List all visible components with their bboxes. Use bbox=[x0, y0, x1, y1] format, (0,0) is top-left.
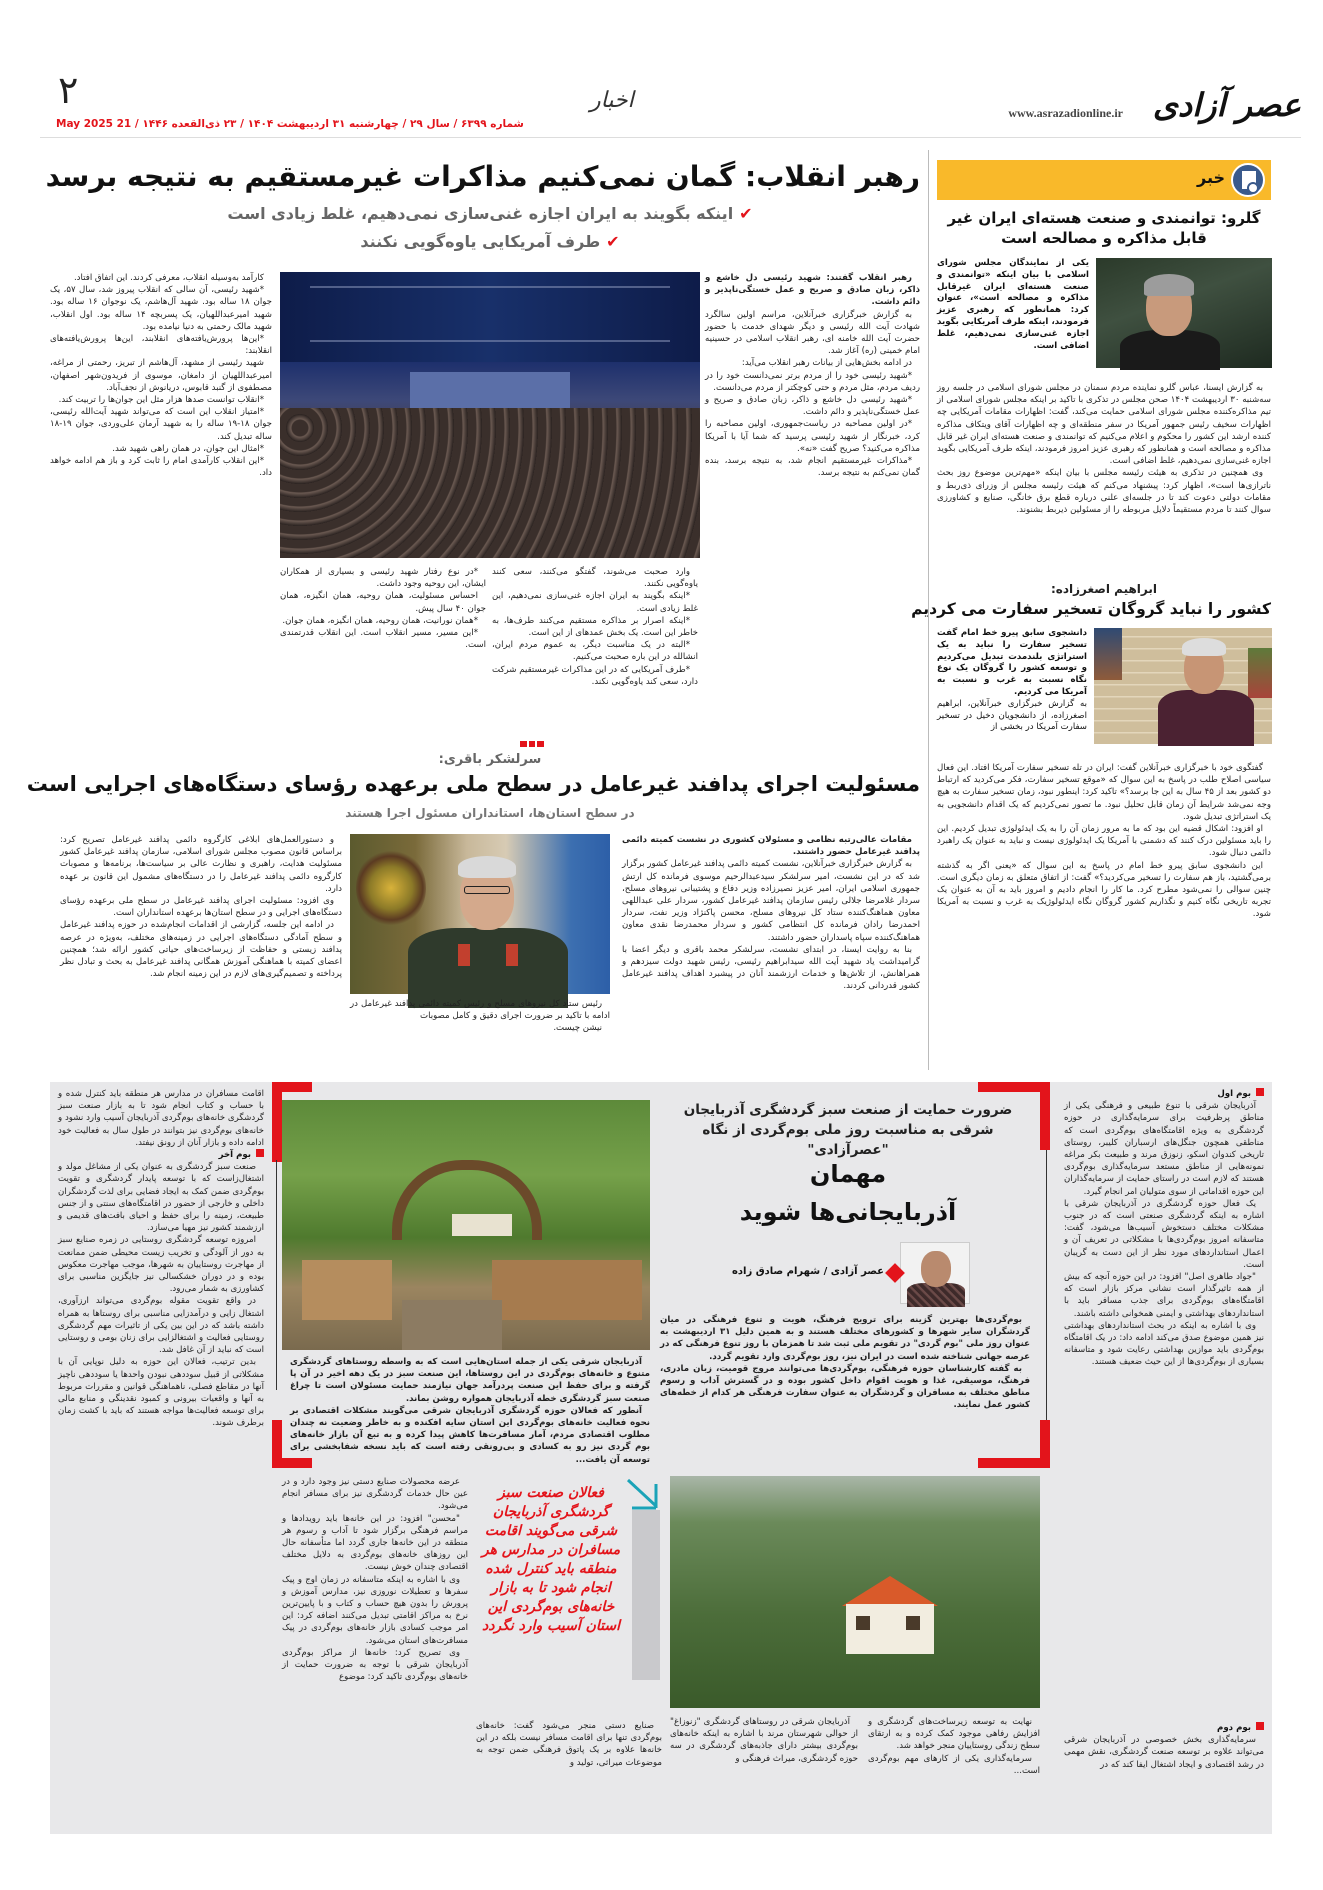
lead-intro: رهبر انقلاب گفتند: شهید رئیسی دل خاشع و ذاکر، زبان صادق و صریح و عمل خستگی‌ناپذیر و دائم داشت. bbox=[705, 273, 920, 308]
pull-quote-bar bbox=[632, 1510, 660, 1680]
paragraph: صنایع دستی منجر می‌شود گفت: خانه‌های بوم‌گردی تنها برای اقامت مسافر نیست بلکه در این خانه‌ها علاوه بر یک پاتوق فرهنگی ضمن توجه به موضوعات میراثی، تولید و bbox=[476, 1721, 662, 1768]
news-headline-1: گلرو: توانمندی و صنعت هسته‌ای ایران غیر قابل مذاکره و مصالحه است bbox=[947, 209, 1261, 247]
lead-column-under-photo-left bbox=[280, 566, 486, 732]
feature-column-left bbox=[58, 1088, 264, 1828]
paragraph: *شهید رئیسی خود را از مردم برتر نمی‌دانست خود را در ردیف مردم، مثل مردم و حتی کوچکتر از مردم می‌دانست. bbox=[705, 370, 920, 393]
paragraph: *اینکه اصرار بر مذاکره مستقیم می‌کنند طرف‌ها، به خاطر این است. یک بخش عمدهای از این است. bbox=[492, 615, 698, 639]
frame-line bbox=[1046, 1150, 1047, 1440]
paragraph: "جواد طاهری اصل" افزود: در این حوزه آنچه که بیش از همه تاثیرگذار است نشانی مرکز بازار است که اقامتگاه‌های بوم‌گردی برای جذب مسافر باید با استانداردهای بهداشتی و ایمنی همخوانی داشته باشند. bbox=[1064, 1272, 1264, 1319]
leader-ceremony-photo bbox=[280, 272, 700, 558]
paragraph: آنطور که فعالان حوزه گردشگری آذربایجان شرقی می‌گویند مشکلات اقتصادی بر نحوه فعالیت خانه‌های بوم‌گردی این استان سایه افکنده و به خاطر وضعیت نه چندان مطلوب اقتصادی مردم، آمار مسافرت‌ها کاهش پیدا کرده و به تبع آن بازار خانه‌های بوم گردی نیز رو به کسادی و بی‌رونقی رفته است که باید نسخه شفابخشی برای توسعه آن یافت... bbox=[290, 1405, 650, 1465]
village-gate-photo bbox=[282, 1100, 650, 1350]
section-title: اخبار bbox=[590, 88, 634, 113]
feature-column-right bbox=[1064, 1088, 1264, 1716]
paragraph: *اینکه بگویند به ایران اجازه غنی‌سازی نمی‌دهیم، این غلط زیادی است. bbox=[492, 591, 698, 614]
section-title: بوم آخر bbox=[218, 1150, 251, 1161]
story2-headline: مسئولیت اجرای پدافند غیرعامل در سطح ملی برعهده رؤسای دستگاه‌های اجرایی است bbox=[26, 772, 920, 796]
section-marker bbox=[58, 1149, 264, 1161]
news-tag-bar bbox=[937, 160, 1271, 200]
paragraph: اقامت مسافران در مدارس هر منطقه باید کنترل شده و با حساب و کتاب انجام شود تا به بازار صنعت سبز گردشگری خانه‌های بوم‌گردی آذربایجان آسیب وارد نشود و خانه‌های بوم‌گردی نیز بتوانند در طول سال به فعالیت خود ادامه داده و بازار آنان از رونق نیفتد. bbox=[58, 1089, 264, 1148]
paragraph: وی با اشاره به اینکه متاسفانه در زمان اوج و پیک سفرها و تعطیلات نوروزی نیز، مدارس آموزش و پرورش را بدون هیچ حساب و کتاب و با پایین‌ترین نرخ به مراکز اقامتی تبدیل می‌کنند اضافه کرد: این امر موجب کسادی بازار خانه‌های بوم‌گردی در پیک مسافرت‌های استان می‌شود. bbox=[282, 1574, 468, 1646]
paragraph: *این مسیر، مسیر انقلاب است. این انقلاب قدرتمندی است. bbox=[280, 628, 486, 651]
paragraph: کارآمد به‌وسیله انقلاب، معرفی کردند. این اتفاق افتاد. bbox=[73, 273, 264, 283]
issue-date-line: شماره ۶۳۹۹ / سال ۲۹ / چهارشنبه ۳۱ اردیبهشت ۱۴۰۴ / ۲۳ ذی‌القعده ۱۴۴۶ / 21 May 2025 bbox=[56, 118, 524, 130]
paragraph: *انقلاب توانست صدها هزار مثل این جوان‌ها را تربیت کند. bbox=[58, 395, 264, 406]
lead-subhead-1 bbox=[60, 204, 920, 223]
red-square-icon bbox=[256, 1149, 264, 1157]
author-byline: عصر آزادی / شهرام صادق زاده bbox=[732, 1266, 884, 1277]
section-marker bbox=[1064, 1088, 1264, 1100]
feature-lower-col-2 bbox=[670, 1716, 858, 1828]
lead-subhead-text: طرف آمریکایی یاوه‌گویی نکنند bbox=[360, 232, 601, 251]
intro-bold: دانشجوی سابق پیرو خط امام گفت تسخیر سفارت را نباید به یک استراتژی بلندمدت تبدیل می‌کردیم و توسعه کشور را گروگان یک نوع نگاه نسبت به غرب و نسبت به آمریکا می کردیم. bbox=[937, 628, 1087, 697]
page-number: ۲ bbox=[58, 68, 79, 112]
paragraph: وارد صحبت می‌شوند، گفتگو می‌کنند، سعی کنند یاوه‌گویی نکنند. bbox=[492, 567, 698, 590]
section-marker bbox=[1064, 1722, 1264, 1734]
paragraph: یک فعال حوزه گردشگری در آذربایجان شرقی با اشاره به اینکه گردشگری صنعتی است که در جنوب مشکلات مختلف دستخوش آسیب‌ها می‌شود، گفت: متاسفانه امروز بوم‌گردی‌ها با مشکلاتی در تعریف آن و اعمال استانداردهای مورد نظر از این دست به گریبان است. bbox=[1064, 1198, 1264, 1270]
paragraph: *این‌ها پرورش‌یافته‌های انقلابند، این‌ها پرورش‌یافته‌های انقلابند: bbox=[50, 334, 272, 357]
section-separator bbox=[520, 741, 544, 747]
news-tag-label: خبر bbox=[1196, 168, 1225, 187]
calligraphy-banner bbox=[280, 272, 700, 362]
paragraph: نهایت به توسعه زیرساخت‌های گردشگری و افزایش رفاهی موجود کمک کرده و به ارتقای سطح زندگی روستاییان منجر خواهد شد. bbox=[868, 1717, 1040, 1752]
caption-text: رئیس ستاد کل نیروهای مسلح و رئیس کمیته دائمی پدافند غیرعامل در ادامه با تاکید بر ضرورت اجرای دقیق و کامل مصوبات bbox=[350, 999, 610, 1022]
lead-column-right bbox=[705, 272, 920, 732]
section-title: بوم اول bbox=[1217, 1089, 1251, 1099]
story2-intro: مقامات عالی‌رتبه نظامی و مسئولان کشوری در نشست کمیته دائمی پدافند غیرعامل حضور داشتند. bbox=[622, 835, 920, 858]
paragraph: در ادامه بخش‌هایی از بیانات رهبر انقلاب می‌آید: bbox=[741, 358, 912, 369]
paragraph: بوم‌گردی‌ها بهترین گزینه برای ترویج فرهنگ، هویت و تنوع فرهنگی در میان گردشگران سایر شهرها و کشورهای مختلف هستند و به همین دلیل ۳۱ اردیبهشت به عنوان روز ملی "بوم گردی" در تقویم ملی ثبت شد تا همزمان با روز تنوع فرهنگی که در عرصه جهانی شناخته شده است در ایران نیز، روز بوم‌گردی وارد تقویم گردد. bbox=[660, 1315, 1030, 1362]
paragraph: و دستورالعمل‌های ابلاغی کارگروه دائمی پدافند غیرعامل تصریح کرد: براساس قانون مصوب مجلس شورای اسلامی، سازمان پدافند غیرعامل کشور مسئولیت هدایت، راهبری و نظارت عالی بر سیاست‌ها، برنامه‌ها و مصوبات کارگروه دائمی پدافند غیرعامل را در دستگاه‌های مشمول این قانون بر عهده دارد. bbox=[60, 835, 342, 894]
check-icon: ✔ bbox=[606, 232, 620, 251]
paragraph: وی با اشاره به اینکه در بحث استانداردهای بهداشتی نیز همین موضوع صدق می‌کند ادامه داد: در یک اقامتگاه بوم‌گردی باید موازین بهداشتی رعایت شود و متاسفانه بسیاری از بوم‌گردی‌ها از این حیث ضعیف هستند. bbox=[1064, 1320, 1264, 1368]
paragraph: در ادامه این جلسه، گزارشی از اقدامات انجام‌شده در حوزه پدافند غیرعامل و سطح آمادگی دستگاه‌های اجرایی در زمینه‌های مختلف، به‌ویژه در عرصه پدافند زیستی و حفاظت از زیرساخت‌های حیاتی کشور ارائه شد؛ همچنین اعضای کمیته با هماهنگی آموزش همگانی پدافند غیرعامل به بحث و تبادل نظر پرداخته و تصمیم‌گیری‌های لازم در این زمینه انجام شد. bbox=[60, 920, 342, 980]
news-body-1 bbox=[937, 382, 1271, 578]
caption-continuation: نیشن چیست. bbox=[553, 1023, 602, 1034]
frame-corner bbox=[1040, 1082, 1050, 1150]
paragraph: وی همچنین در تذکری به هیئت رئیسه مجلس با بیان اینکه «مهم‌ترین موضوع روز بحث ناترازی‌ها است»، اظهار کرد: پیشنهاد می‌کنم که هیئت رئیسه مجلس از وزرای ذی‌ربط و مقامات دولتی دعوت کند تا در جلسه‌ای علنی درباره قطع برق خانگی، صنایع و کشاورزی سوال کنند تا مردم مستقیماً دلایل مربوطه را از مسئولین ذیربط بشنوند. bbox=[937, 468, 1271, 516]
lead-column-left bbox=[50, 272, 272, 732]
lead-subhead-text: اینکه بگویند به ایران اجازه غنی‌سازی نمی‌دهیم، غلط زیادی است bbox=[227, 204, 734, 223]
paragraph: آذربایجان شرقی با تنوع طبیعی و فرهنگی یکی از مناطق پرظرفیت برای سرمایه‌گذاری در حوزه گردشگری به ویژه اقامتگاه‌های بوم‌گردی است که مناطقی همچون جنگل‌های ارسباران کلیبر، روستای تاریخی کندوان اسکو، زنوزق مرند و طبیعت بکر مراغه نمونه‌هایی از مناطق مستعد سرمایه‌گذاری بوم‌گردی هستند که لازم است در راستای حمایت از سرمایه‌گذاران این حوزه اقداماتی از سوی متولیان امر انجام گیرد. bbox=[1064, 1101, 1264, 1197]
news-kicker-2: ابراهیم اصغرزاده: bbox=[1050, 582, 1157, 596]
paragraph: سرمایه‌گذاری یکی از کارهای مهم بوم‌گردی است... bbox=[868, 1753, 1040, 1776]
intro-cont: به گزارش خبرگزاری خبرآنلاین، ابراهیم اصغرزاده، از دانشجویان دخیل در تسخیر سفارت آمریکا در بخشی از bbox=[937, 698, 1087, 733]
paragraph: *این انقلاب کارآمدی امام را ثابت کرد و باز هم ادامه خواهد داد. bbox=[50, 456, 272, 479]
story2-subhead: در سطح استان‌ها، استانداران مسئول اجرا هستند bbox=[345, 806, 635, 820]
frame-corner bbox=[978, 1458, 1050, 1468]
asgharzadeh-photo bbox=[1094, 628, 1272, 744]
frame-line bbox=[276, 1160, 277, 1390]
masthead-divider bbox=[40, 137, 1301, 138]
newspaper-icon bbox=[1231, 163, 1265, 197]
section-title: بوم دوم bbox=[1217, 1723, 1251, 1733]
news-intro-2 bbox=[937, 628, 1087, 758]
paragraph: عرضه محصولات صنایع دستی نیز وجود دارد و در عین حال خدمات گردشگری نیز برای مسافر انجام می‌شود. bbox=[282, 1477, 468, 1512]
paragraph: گفتگوی خود با خبرگزاری خبرآنلاین گفت: ایران در تله تسخیر سفارت آمریکا افتاد. این فعال سیاسی اصلاح طلب در پاسخ به این سوال که «موقع تسخیر سفارت، فکر می‌کردید که ارتباط دو کشور بعد از ۴۵ سال به این جا برسد؟» تاکید کرد: اینطور نبود، زمان تسخیر سفارت به هیچ وجه نمی‌شد شرایط آن زمان قابل تحلیل نبود. ما تصور نمی‌کردیم که یک اقدام دانشجویی به یک استراتژی تبدیل شود. bbox=[937, 763, 1271, 822]
paragraph: "محسن" افزود: در این خانه‌ها باید رویدادها و مراسم فرهنگی برگزار شود تا آداب و رسوم هر منطقه در این خانه‌ها جاری گردد اما متأسفانه حال این روزهای خانه‌های بوم‌گردی به دلایل مختلف اقتصادی چندان خوش نیست. bbox=[282, 1513, 468, 1573]
paragraph: آذربایجان شرقی یکی از جمله استان‌هایی است که به واسطه روستاهای گردشگری متنوع و خانه‌های بوم‌گردی در این روستاها، این صنعت سبز در یک دهه اخیر در آن پا گرفته و برای حفظ این صنعت پردرآمد جهان نیازمند حمایت مسئولان است تا چراغ صنعت سبز گردشگری خطه آذربایجان همواره روشن بماند. bbox=[290, 1357, 650, 1404]
lead-column-under-photo-right bbox=[492, 566, 698, 732]
author-photo bbox=[900, 1242, 970, 1304]
mp-golro-photo bbox=[1096, 258, 1272, 368]
feature-title-line-2: آذربایجانی‌ها شوید bbox=[739, 1198, 957, 1226]
paragraph: بنا به روایت ایسنا، در ابتدای نشست، سرلشکر محمد باقری و دیگر اعضا با گرامیداشت یاد شهید آیت الله سیدابراهیم رئیسی، رئیس شهید دولت سیزدهم و همراهانش، از تلاش‌ها و خدمات ارزشمند آنان در پیشبرد اهداف پدافند غیرعامل کشور قدردانی کردند. bbox=[622, 944, 920, 992]
general-bagheri-photo bbox=[350, 834, 610, 994]
feature-column-right-2 bbox=[1064, 1722, 1264, 1828]
photo-caption bbox=[350, 998, 610, 1070]
paragraph: به گزارش خبرگزاری خبرآنلاین، نشست کمیته دائمی پدافند غیرعامل کشور برگزار شد که در این نشست، امیر سرلشکر سیدعبدالرحیم موسوی فرمانده کل ارتش جمهوری اسلامی ایران، امیر عزیز نصیرزاده وزیر دفاع و پشتیبانی نیروهای مسلح، سردار غلامرضا جلالی رئیس سازمان پدافند غیرعامل کشور، سردار علی عبداللهی معاون هماهنگ‌کننده ستاد کل نیروهای مسلح، محسن پاکنژاد وزیر نفت، سردار احمدرضا رادان فرمانده کل انتظامی کشور و سردار محمدرضا نقدی معاون هماهنگ‌کننده سپاه پاسداران حضور داشتند. bbox=[622, 859, 920, 943]
paragraph: شهید رئیسی از مشهد، آل‌هاشم از تبریز، رحمتی از مراغه، امیرعبداللهیان از دامغان، موسوی از فریدون‌شهر اصفهان، مصطفوی از گنبد قابوس، دریانوش از نجف‌آباد. bbox=[50, 358, 272, 393]
pull-quote: فعالان صنعت سبز گردشگری آذربایجان شرقی می‌گویند اقامت مسافران در مدارس هر منطقه باید کنترل شده انجام شود تا به بازار خانه‌های بوم‌گردی این استان آسیب وارد نگردد bbox=[481, 1485, 621, 1634]
paragraph: سرمایه‌گذاری بخش خصوصی در آذربایجان شرقی می‌تواند علاوه بر توسعه صنعت گردشگری، نقش مهمی در رشد اقتصادی و ایجاد اشتغال ایفا کند که در bbox=[1064, 1735, 1264, 1770]
paragraph: *شهید رئیسی دل خاشع و ذاکر، زبان صادق و صریح و عمل خستگی‌ناپذیر و دائم داشت. bbox=[705, 395, 920, 418]
red-square-icon bbox=[1256, 1722, 1264, 1730]
paragraph: *شهید رئیسی، آن سالی که انقلاب پیروز شد، سال ۵۷، یک جوان ۱۸ ساله بود. شهید آل‌هاشم، یک نوجوان ۱۶ ساله بود. شهید امیرعبداللهیان، یک پسربچه ۱۴ ساله بود. اول انقلاب، شهید مالک رحمتی به دنیا نیامده بود. bbox=[50, 285, 272, 332]
crowd bbox=[280, 408, 700, 558]
paragraph: *همان نورانیت، همان روحیه، همان انگیزه، همان جوان. bbox=[282, 615, 478, 626]
lead-subhead-2 bbox=[60, 232, 920, 251]
paragraph: *مذاکرات غیرمستقیم انجام شد، به نتیجه برسد، بنده گمان نمی‌کنم به نتیجه برسد. bbox=[705, 456, 920, 479]
paragraph: *طرف آمریکایی که در این مذاکرات غیرمستقیم شرکت دارد، سعی کند یاوه‌گویی نکند. bbox=[492, 664, 698, 687]
feature-title-line-1: مهمان bbox=[809, 1160, 887, 1188]
newspaper-logo: عصر آزادی bbox=[1152, 86, 1301, 124]
paragraph: *امثال این جوان، در همان راهی شهید شد. bbox=[112, 443, 264, 454]
red-square-icon bbox=[1256, 1088, 1264, 1096]
story2-kicker: سرلشکر باقری: bbox=[438, 752, 542, 767]
paragraph: وی افزود: مسئولیت اجرای پدافند غیرعامل در سطح ملی برعهده رؤسای دستگاه‌های اجرایی و در سطح استان‌ها برعهده استانداران است. bbox=[60, 896, 342, 919]
paragraph: *در نوع رفتار شهید رئیسی و بسیاری از همکاران ایشان، این روحیه وجود داشت. bbox=[280, 567, 486, 590]
feature-lower-col-3 bbox=[476, 1720, 662, 1828]
paragraph: *امتیاز انقلاب این است که می‌تواند شهید آیت‌الله رئیسی، جوان ۱۸-۱۹ ساله را به شهید آرمان علی‌وردی، جوان ۱۹-۱۸ ساله تبدیل کند. bbox=[50, 407, 272, 442]
feature-lower-col-4 bbox=[282, 1476, 468, 1828]
site-url-link[interactable]: www.asrazadionline.ir bbox=[1008, 106, 1123, 120]
paragraph: بدین ترتیب، فعالان این حوزه به دلیل نوپایی آن با مشکلاتی از قبیل سوددهی نبودن واحدها یا سوددهی ناچیز آنها در مقاطع فصلی، ناهماهنگی قوانین و مقررات مربوط به آنها و واقعیات بیرونی و کمبود نقدینگی و منابع مالی برای توسعه فعالیت‌ها مواجه هستند که باید با کشت زمان برطرف شوند. bbox=[58, 1357, 264, 1429]
paragraph: او افزود: اشکال قضیه این بود که ما به مرور زمان آن را به یک ایدئولوژی تبدیل کردیم. این را باید مسئولین درک کنند که دشمنی با آمریکا یک ایدئولوژی نیست و نباید به عنوان یک راهبرد دائمی دنبال شود. bbox=[937, 824, 1271, 859]
story2-column-left bbox=[60, 834, 342, 1070]
arrow-icon bbox=[626, 1478, 660, 1512]
mountain-house-photo bbox=[670, 1476, 1040, 1708]
paragraph: وی تصریح کرد: خانه‌ها از مراکز بوم‌گردی آذربایجان شرقی با توجه به ضرورت حمایت از خانه‌های بوم‌گردی تاکید کرد: موضوع bbox=[282, 1647, 468, 1683]
check-icon: ✔ bbox=[739, 204, 753, 223]
paragraph: این دانشجوی سابق پیرو خط امام در پاسخ به این سوال که «یعنی اگر به گذشته برمی‌گشتید، باز هم سفارت را تسخیر می‌کردید؟» گفت: از اتفاق متعلق به زمان دیگری است. چنین سوالی را نمی‌شود مطرح کرد. ما کار را انجام دادیم و امروز باید به آن به عنوان یک تجربه تاریخی نگاه کنیم و نگذاریم کشور گروگان نگاه ایدئولوژیک به غرب و نسبت به آمریکا شود. bbox=[937, 860, 1271, 920]
lead-headline: رهبر انقلاب: گمان نمی‌کنیم مذاکرات غیرمستقیم به نتیجه برسد bbox=[45, 160, 920, 193]
story2-column-right bbox=[622, 834, 920, 1070]
frame-corner bbox=[272, 1082, 282, 1162]
news-headline-2: کشور را نباید گروگان تسخیر سفارت می کردیم bbox=[911, 600, 1271, 618]
news-body-2 bbox=[937, 762, 1271, 1066]
paragraph: آذربایجان شرقی در روستاهای گردشگری "زنوزاغ" از حوالی شهرستان مرند با اشاره به اینکه خانه‌های بوم‌گردی بیشتر دارای جاذبه‌های گردشگری در سه حوزه گردشگری، میراث فرهنگی و bbox=[670, 1717, 858, 1764]
paragraph: *در اولین مصاحبه در ریاست‌جمهوری، اولین مصاحبه را کرد، خبرنگار از شهید رئیسی پرسید که شما آیا با آمریکا مذاکره می‌کنید؟ صریح گفت «نه». bbox=[705, 419, 920, 454]
paragraph: احساس مسئولیت، همان روحیه، همان انگیزه، همان جوان ۴۰ سال پیش. bbox=[280, 591, 486, 614]
feature-lead-right bbox=[660, 1314, 1030, 1454]
paragraph: به گزارش خبرگزاری خبرآنلاین، مراسم اولین سالگرد شهادت آیت الله رئیسی و دیگر شهدای خدمت با حضور حضرت آیت الله خامنه ای، رهبر انقلاب اسلامی در حسینیه امام خمینی (ره) آغاز شد. bbox=[705, 309, 920, 357]
paragraph: به گزارش ایسنا، عباس گلرو نماینده مردم سمنان در مجلس شورای اسلامی در جلسه روز سه‌شنبه ۳۰ اردیبهشت ۱۴۰۴ صحن مجلس در تذکری با تاکید بر اینکه مجلس شورای اسلامی از تیم مذاکره‌کننده مجلس شورای اسلامی حمایت می‌کند، گفت: اظهارات مقامات آمریکایی چه اظهارات سخیف رئیس جمهور آمریکا در سفر منطقه‌ای و چه اظهارات آقای ویتکاف مذاکره کننده ارشد این کشور را محکوم و اعلام می‌کنیم که توانمندی و صنعت هسته‌ای ایران غیر قابل مذاکره و مصالحه است و همانطور که رهبری عزیز امروز فرمودند، اینکه طرف آمریکایی بگوید اجازه غنی‌سازی نمی‌دهیم، غلط اضافی است. bbox=[937, 383, 1271, 467]
feature-lead-left bbox=[290, 1356, 650, 1465]
feature-kicker: ضرورت حمایت از صنعت سبز گردشگری آذربایجان شرقی به مناسبت روز ملی بوم‌گردی از نگاه "عصرآزادی" bbox=[683, 1102, 1013, 1158]
paragraph: امروزه توسعه گردشگری روستایی در زمره صنایع سبز به دور از آلودگی و تخریب زیست محیطی ضمن ممانعت از مهاجرت روستاییان به شهرها، موجب مهاجرت معکوس بوده و در دوران خشکسالی نیز جایگزین مناسبی برای کشاورزی به شمار می‌رود. bbox=[58, 1235, 264, 1295]
stage bbox=[410, 372, 570, 412]
news-intro-1: یکی از نمایندگان مجلس شورای اسلامی با بیان اینکه «توانمندی و صنعت هسته‌ای ایران غیرقابل مذاکره و مصالحه است»، عنوان کرد: همانطور که رهبری عزیز فرمودند، اینکه طرف آمریکایی بگوید اجازه غنی‌سازی نمی‌دهیم، غلط اضافی است. bbox=[937, 258, 1089, 351]
paragraph: به گفته کارشناسان حوزه فرهنگی، بوم‌گردی‌ها می‌توانند مروج قومیت، زبان مادری، فرهنگ، موسیقی، غذا و هویت اقوام داخل کشور بوده و در گسترش آداب و رسوم مناطق مختلف به مسافران و گردشگران به عنوان سفارت فرهنگی هر کدام از خطه‌های کشور عمل نمایند. bbox=[660, 1363, 1030, 1411]
feature-lower-col-1 bbox=[868, 1716, 1040, 1828]
paragraph: در واقع تقویت مقوله بوم‌گردی می‌تواند ارزآوری، اشتغال زایی و درآمدزایی مناسبی برای روستاها به همراه داشته باشد که در این بین یکی از تاثیرات مهم گردشگری روستایی فعالیت و اشتغالزایی برای زنان بومی و روستایی است که نباید از آن غافل شد. bbox=[58, 1296, 264, 1356]
paragraph: صنعت سبز گردشگری به عنوان یکی از مشاغل مولد و اشتغال‌زاست که با توسعه پایدار گردشگری و تقویت بوم‌گردی ضمن کمک به ایجاد فضایی برای لذت گردشگران داخلی و خارجی از حضور در اقامتگاه‌های سنتی و از جنس طبیعت، زمینه را برای حفظ و احیای بافت‌های قدیمی و ارزشمند کشور نیز مهیا می‌سازد. bbox=[58, 1162, 264, 1234]
paragraph: *البته در یک مناسبت دیگر، به عموم مردم ایران، انشالله در این باره صحبت می‌کنیم. bbox=[492, 640, 698, 663]
